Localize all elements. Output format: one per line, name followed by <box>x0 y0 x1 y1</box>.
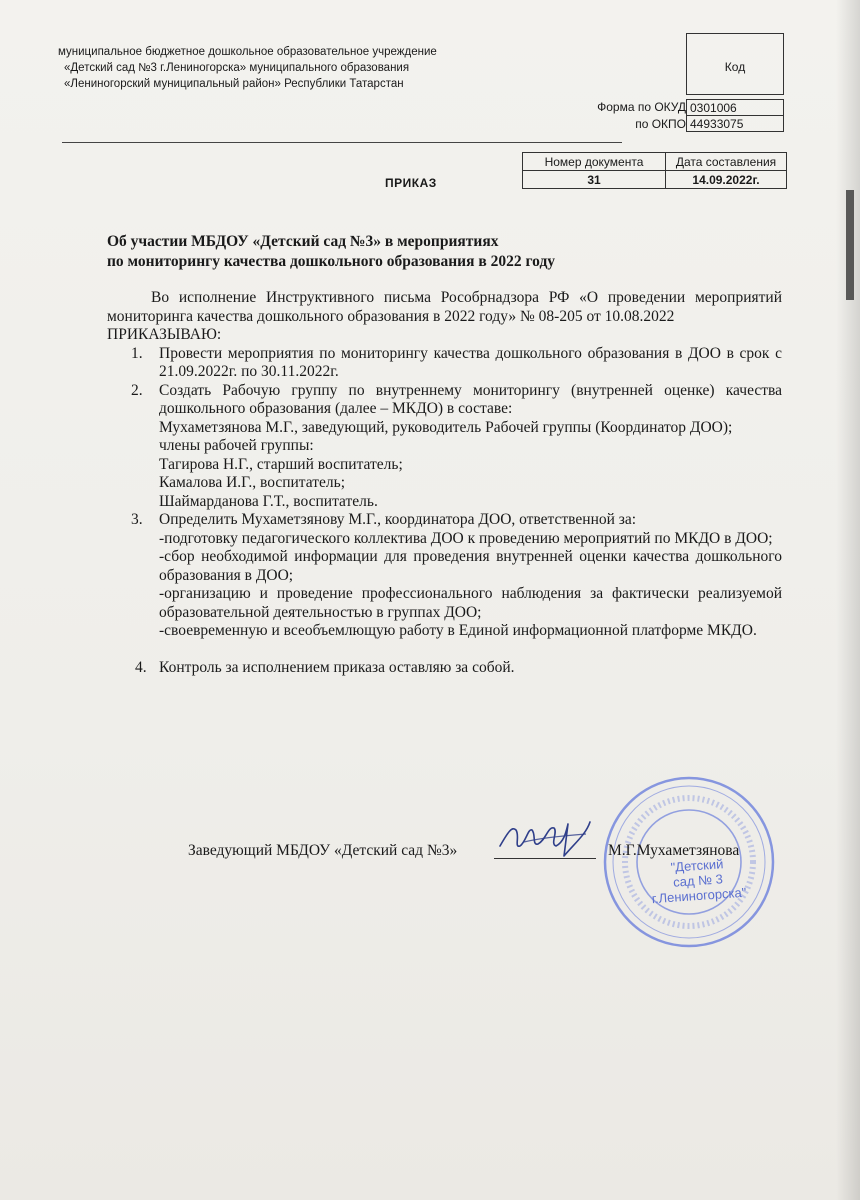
document-number-table <box>522 152 787 189</box>
page-edge-shadow <box>836 0 860 1200</box>
org-line: «Детский сад №3 г.Лениногорска» муниципального образования <box>64 62 410 74</box>
org-line: «Лениногорский муниципальный район» Республики Татарстан <box>64 78 404 90</box>
item-text: Провести мероприятия по мониторингу качества дошкольного образования в ДОО в срок с 21.09.2022г. по 30.11.2022г. <box>159 344 782 380</box>
document-date: 14.09.2022г. <box>666 171 787 189</box>
okud-label: Форма по ОКУД <box>597 100 686 114</box>
item-number: 2. <box>131 381 143 399</box>
duty-item: -своевременную и всеобъемлющую работу в Единой информационной платформе МКДО. <box>159 622 757 639</box>
org-line: муниципальное бюджетное дошкольное образовательное учреждение <box>58 46 437 58</box>
okud-value: 0301006 <box>687 100 784 116</box>
intro-paragraph: Во исполнение Инструктивного письма Рособрнадзора РФ «О проведении мероприятий мониторинга качества дошкольного образования в 2022 году» № 08-205 от 10.08.2022 <box>107 289 782 325</box>
stamp-line: сад № 3 <box>672 871 724 890</box>
members-label: члены рабочей группы: <box>159 437 314 454</box>
list-item <box>107 659 782 678</box>
signature-line <box>494 858 596 859</box>
list-item <box>107 511 782 641</box>
item-number: 1. <box>131 344 143 362</box>
okpo-value: 44933075 <box>687 116 784 132</box>
item-text: Определить Мухаметзянову М.Г., координатора ДОО, ответственной за: <box>159 511 637 528</box>
duty-item: -подготовку педагогического коллектива ДОО к проведению мероприятий по МКДО в ДОО; <box>159 529 773 547</box>
duty-item: -сбор необходимой информации для проведения внутренней оценки качества дошкольного образования в ДОО; <box>159 548 782 584</box>
order-items <box>107 345 782 641</box>
order-title <box>107 232 555 272</box>
list-item <box>107 345 782 382</box>
code-box <box>686 33 784 95</box>
organization-header <box>58 44 518 92</box>
duty-item: -организацию и проведение профессионального наблюдения за фактически реализуемой образовательной деятельностью в группах ДОО; <box>159 585 782 621</box>
group-leader: Мухаметзянова М.Г., заведующий, руководитель Рабочей группы (Координатор ДОО); <box>159 418 733 436</box>
order-body <box>107 289 782 677</box>
signer-position: Заведующий МБДОУ «Детский сад №3» <box>188 842 458 859</box>
list-item <box>107 382 782 512</box>
stamp-line: г.Лениногорска" <box>651 884 747 907</box>
prikazyvayu-heading: ПРИКАЗЫВАЮ: <box>107 326 222 343</box>
title-line: Об участии МБДОУ «Детский сад №3» в мероприятиях <box>107 233 499 250</box>
stamp-line: "Детский <box>670 856 724 875</box>
order-word: ПРИКАЗ <box>385 176 437 190</box>
group-member: Тагирова Н.Г., старший воспитатель; <box>159 455 403 473</box>
handwritten-signature <box>494 812 594 862</box>
item-number: 3. <box>131 511 143 528</box>
codes-table <box>686 99 784 132</box>
group-member: Камалова И.Г., воспитатель; <box>159 474 346 491</box>
binder-mark <box>846 190 854 300</box>
code-label: Код <box>724 60 746 74</box>
signer-name: М.Г.Мухаметзянова <box>608 842 740 859</box>
document-number: 31 <box>523 171 666 189</box>
stamp-text <box>647 855 750 907</box>
item-text: Создать Рабочую группу по внутреннему мониторингу (внутренней оценке) качества дошкольного образования (далее – МКДО) в составе: <box>159 381 782 417</box>
title-line: по мониторингу качества дошкольного образования в 2022 году <box>107 253 556 270</box>
group-member: Шаймарданова Г.Т., воспитатель. <box>159 492 378 510</box>
okpo-label: по ОКПО <box>635 117 686 131</box>
number-header: Номер документа <box>523 153 666 171</box>
item-text: Контроль за исполнением приказа оставляю за собой. <box>159 658 515 676</box>
item-number: 4. <box>135 658 147 676</box>
header-divider <box>62 142 622 143</box>
date-header: Дата составления <box>666 153 787 171</box>
